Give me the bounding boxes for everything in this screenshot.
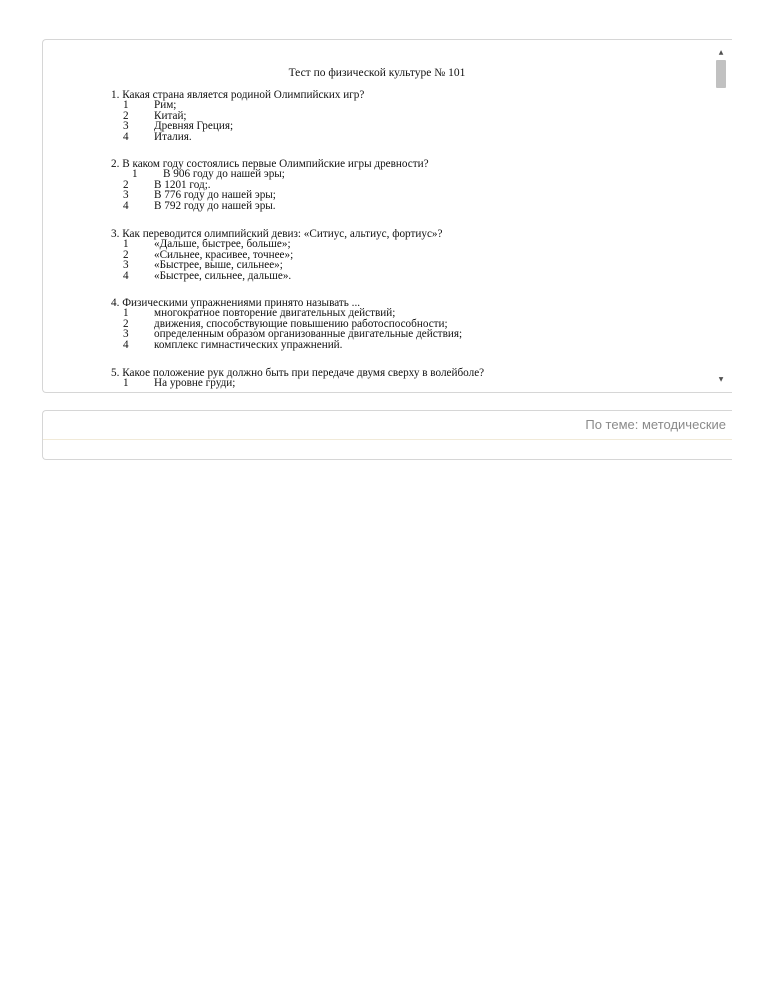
option-text: «Быстрее, выше, сильнее»; [154,259,283,272]
document-viewer[interactable] [42,39,732,393]
related-panel [42,410,732,460]
answer-option [111,201,429,211]
option-number: 2 [123,109,129,122]
option-text: Древняя Греция; [154,120,234,133]
option-text: определенным образом организованные двигательные действия; [154,328,463,341]
question-3 [111,229,443,281]
answer-option [111,271,443,281]
question-1 [111,90,364,142]
option-number: 2 [123,317,129,330]
option-number: 3 [123,328,129,341]
option-number: 1 [123,307,129,320]
option-number: 1 [123,377,129,390]
option-number: 4 [123,338,129,351]
question-4 [111,297,463,351]
option-number: 4 [123,130,129,143]
option-text: В 906 году до нашей эры; [163,168,285,181]
option-text: В 1201 год;. [154,178,211,191]
option-number: 2 [123,178,129,191]
document-title: Тест по физической культуре № 101 [288,67,466,79]
question-5 [111,368,484,389]
option-text: Италия. [154,130,192,143]
question-text: 5. Какое положение рук должно быть при передаче двумя сверху в волейболе? [111,367,485,379]
scroll-up-arrow-icon[interactable]: ▲ [718,49,724,56]
related-heading: По теме: методические [43,411,732,440]
answer-option [111,111,364,121]
option-number: 3 [123,259,129,272]
option-text: многократное повторение двигательных действий; [154,307,396,320]
question-text: 3. Как переводится олимпийский девиз: «Ситиус, альтиус, фортиус»? [111,228,443,240]
scroll-down-arrow-icon[interactable]: ▼ [718,376,724,383]
option-text: В 792 году до нашей эры. [154,199,276,212]
question-text: 1. Какая страна является родиной Олимпийских игр? [111,89,365,101]
option-number: 3 [123,189,129,202]
question-text: 2. В каком году состоялись первые Олимпийские игры древности? [111,158,429,170]
option-number: 1 [123,99,129,112]
option-text: «Дальше, быстрее, больше»; [154,238,291,251]
option-text: На уровне груди; [154,377,236,390]
answer-option [111,378,484,388]
option-text: В 776 году до нашей эры; [154,189,276,202]
answer-option [111,132,364,142]
option-number: 4 [123,269,129,282]
option-number: 1 [123,238,129,251]
option-number: 2 [123,248,129,261]
answer-option [111,100,364,110]
option-text: Рим; [154,99,177,112]
option-number: 1 [132,168,138,181]
option-text: Китай; [154,109,187,122]
scrollbar-thumb[interactable] [716,60,726,88]
vertical-scrollbar[interactable] [710,40,732,392]
option-text: движения, способствующие повышению работоспособности; [154,317,448,330]
question-2 [111,159,429,211]
document-page [43,40,711,393]
option-number: 3 [123,120,129,133]
option-number: 4 [123,199,129,212]
answer-option [111,121,364,131]
option-text: «Сильнее, красивее, точнее»; [154,248,294,261]
question-text: 4. Физическими упражнениями принято называть ... [111,297,361,309]
option-text: «Быстрее, сильнее, дальше». [154,269,292,282]
answer-option [111,340,360,350]
option-text: комплекс гимнастических упражнений. [154,338,343,351]
